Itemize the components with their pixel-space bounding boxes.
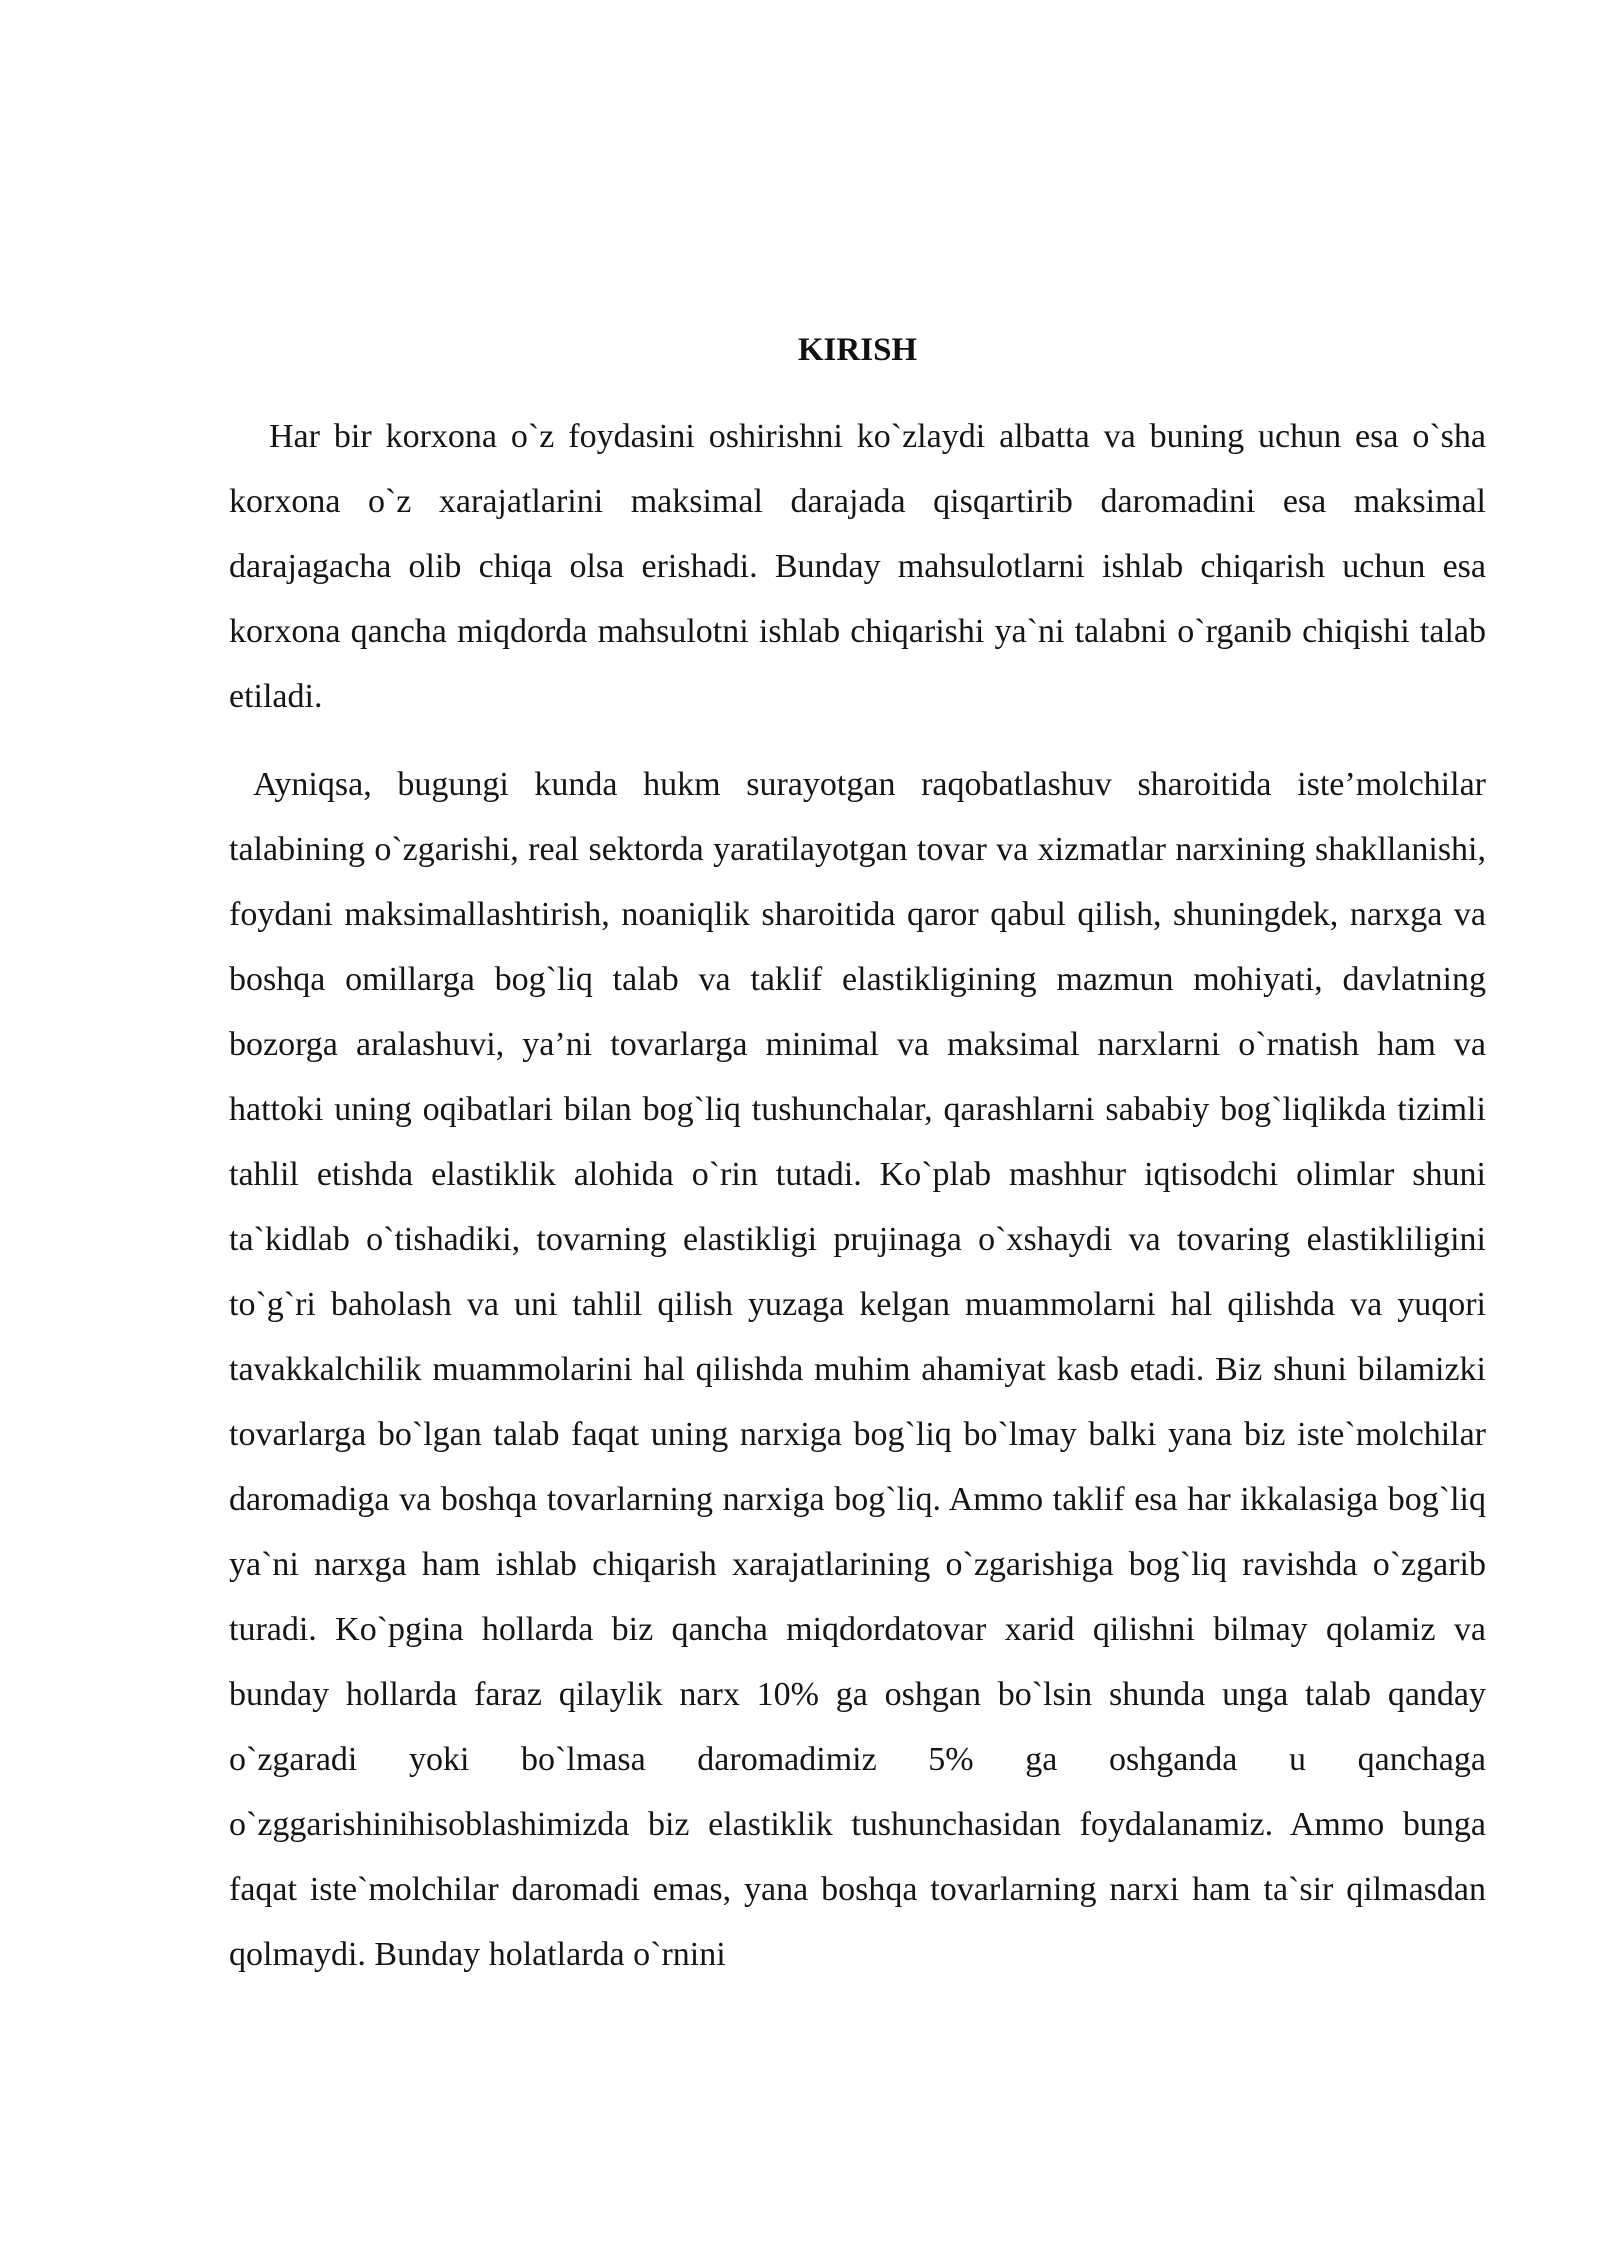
paragraph-text: Har bir korxona o`z foydasini oshirishni ko`zlaydi albatta va buning uchun esa o`sha korxona o`z xarajatlarini maksimal darajada qisqartirib daromadini esa maksimal darajagacha olib chiqa olsa erishadi. Bunday mahsulotlarni ishlab chiqarish uchun esa korxona qancha miqdorda mahsulotni ishlab chiqarishi ya`ni talabni o`rganib chiqishi talab etiladi. xyxy=(229,418,1486,715)
paragraph-intro xyxy=(229,404,1486,729)
paragraph-elasticity xyxy=(229,752,1486,1987)
paragraph-text: Ayniqsa, bugungi kunda hukm surayotgan raqobatlashuv sharoitida iste’molchilar talabining o`zgarishi, real sektorda yaratilayotgan tovar va xizmatlar narxining shakllanishi, foydani maksimallashtirish, noaniqlik sharoitida qaror qabul qilish, shuningdek, narxga va boshqa omillarga bog`liq talab va taklif elastikligining mazmun mohiyati, davlatning bozorga aralashuvi, ya’ni tovarlarga minimal va maksimal narxlarni o`rnatish ham va hattoki uning oqibatlari bilan bog`liq tushunchalar, qarashlarni sababiy bog`liqlikda tizimli tahlil etishda elastiklik alohida o`rin tutadi. Ko`plab mashhur iqtisodchi olimlar shuni ta`kidlab o`tishadiki, tovarning elastikligi prujinaga o`xshaydi va tovaring elastikliligini to`g`ri baholash va uni tahlil qilish yuzaga kelgan muammolarni hal qilishda va yuqori tavakkalchilik muammolarini hal qilishda muhim ahamiyat kasb etadi. Biz shuni bilamizki tovarlarga bo`lgan talab faqat uning narxiga bog`liq bo`lmay balki yana biz iste`molchilar daromadiga va boshqa tovarlarning narxiga bog`liq. Ammo taklif esa har ikkalasiga bog`liq ya`ni narxga ham ishlab chiqarish xarajatlarining o`zgarishiga bog`liq ravishda o`zgarib turadi. Ko`pgina hollarda biz qancha miqdordatovar xarid qilishni bilmay qolamiz va bunday hollarda faraz qilaylik narx 10% ga oshgan bo`lsin shunda unga talab qanday o`zgaradi yoki bo`lmasa daromadimiz 5% ga oshganda u qanchaga o`zggarishinihisoblashimizda biz elastiklik tushunchasidan foydalanamiz. Ammo bunga faqat iste`molchilar daromadi emas, yana boshqa tovarlarning narxi ham ta`sir qilmasdan qolmaydi. Bunday holatlarda o`rnini xyxy=(229,766,1486,1973)
page-title: KIRISH xyxy=(797,332,918,368)
